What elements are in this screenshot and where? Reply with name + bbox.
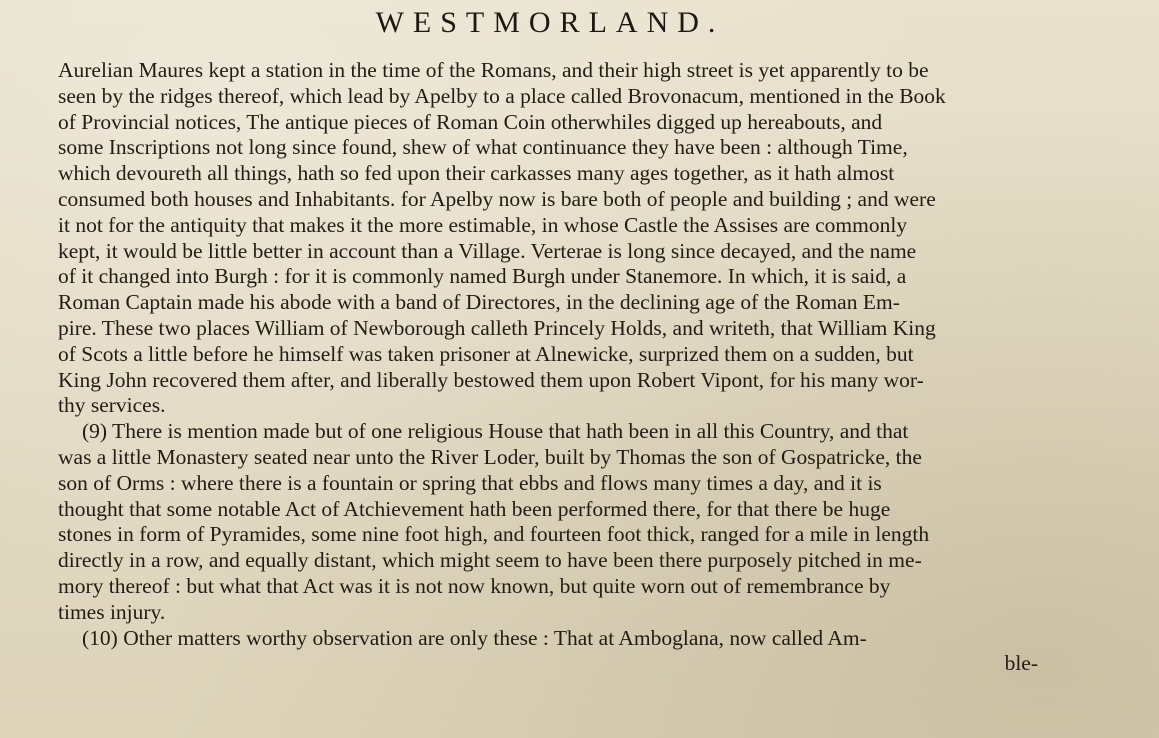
text-line: thy services. xyxy=(58,393,166,418)
text-line: kept, it would be little better in account than a Village. Verterae is long since decayed, and the name xyxy=(58,238,917,263)
text-line: mory thereof : but what that Act was it is not now known, but quite worn out of remembrance by xyxy=(58,573,891,598)
text-line: son of Orms : where there is a fountain or spring that ebbs and flows many times a day, and it is xyxy=(58,470,882,495)
text-line: of Provincial notices, The antique pieces of Roman Coin otherwhiles digged up hereabouts, and xyxy=(58,109,883,134)
text-line: Aurelian Maures kept a station in the time of the Romans, and their high street is yet apparently to be xyxy=(58,58,929,82)
text-line: (10) Other matters worthy observation are only these : That at Amboglana, now called Am- xyxy=(82,625,867,650)
text-line: (9) There is mention made but of one religious House that hath been in all this Country, and that xyxy=(82,419,909,444)
text-line: was a little Monastery seated near unto the River Loder, built by Thomas the son of Gospatricke, the xyxy=(58,444,922,469)
text-line: directly in a row, and equally distant, which might seem to have been there purposely pitched in me- xyxy=(58,548,922,573)
catchword: ble- xyxy=(1004,651,1038,676)
text-line: which devoureth all things, hath so fed upon their carkasses many ages together, as it hath almost xyxy=(58,161,895,186)
text-line: stones in form of Pyramides, some nine foot high, and fourteen foot thick, ranged for a mile in length xyxy=(58,522,930,547)
text-line: of it changed into Burgh : for it is commonly named Burgh under Stanemore. In which, it is said, a xyxy=(58,264,907,289)
running-head: WESTMORLAND. xyxy=(375,6,725,39)
text-line: Roman Captain made his abode with a band of Directores, in the declining age of the Roman Em- xyxy=(58,290,900,315)
text-line: some Inscriptions not long since found, shew of what continuance they have been : although Time, xyxy=(58,135,908,160)
body-text xyxy=(58,58,1038,677)
text-line: of Scots a little before he himself was taken prisoner at Alnewicke, surprized them on a sudden, but xyxy=(58,341,914,366)
text-line: times injury. xyxy=(58,599,166,624)
text-line: thought that some notable Act of Atchievement hath been performed there, for that there be huge xyxy=(58,496,891,521)
text-line: pire. These two places William of Newborough calleth Princely Holds, and writeth, that William King xyxy=(58,315,936,340)
text-line: King John recovered them after, and liberally bestowed them upon Robert Vipont, for his many wor- xyxy=(58,367,924,392)
text-line: it not for the antiquity that makes it the more estimable, in whose Castle the Assises are commonly xyxy=(58,212,908,237)
text-line: consumed both houses and Inhabitants. for Apelby now is bare both of people and building ; and were xyxy=(58,186,936,211)
text-line: seen by the ridges thereof, which lead by Apelby to a place called Brovonacum, mentioned in the Book xyxy=(58,83,946,108)
